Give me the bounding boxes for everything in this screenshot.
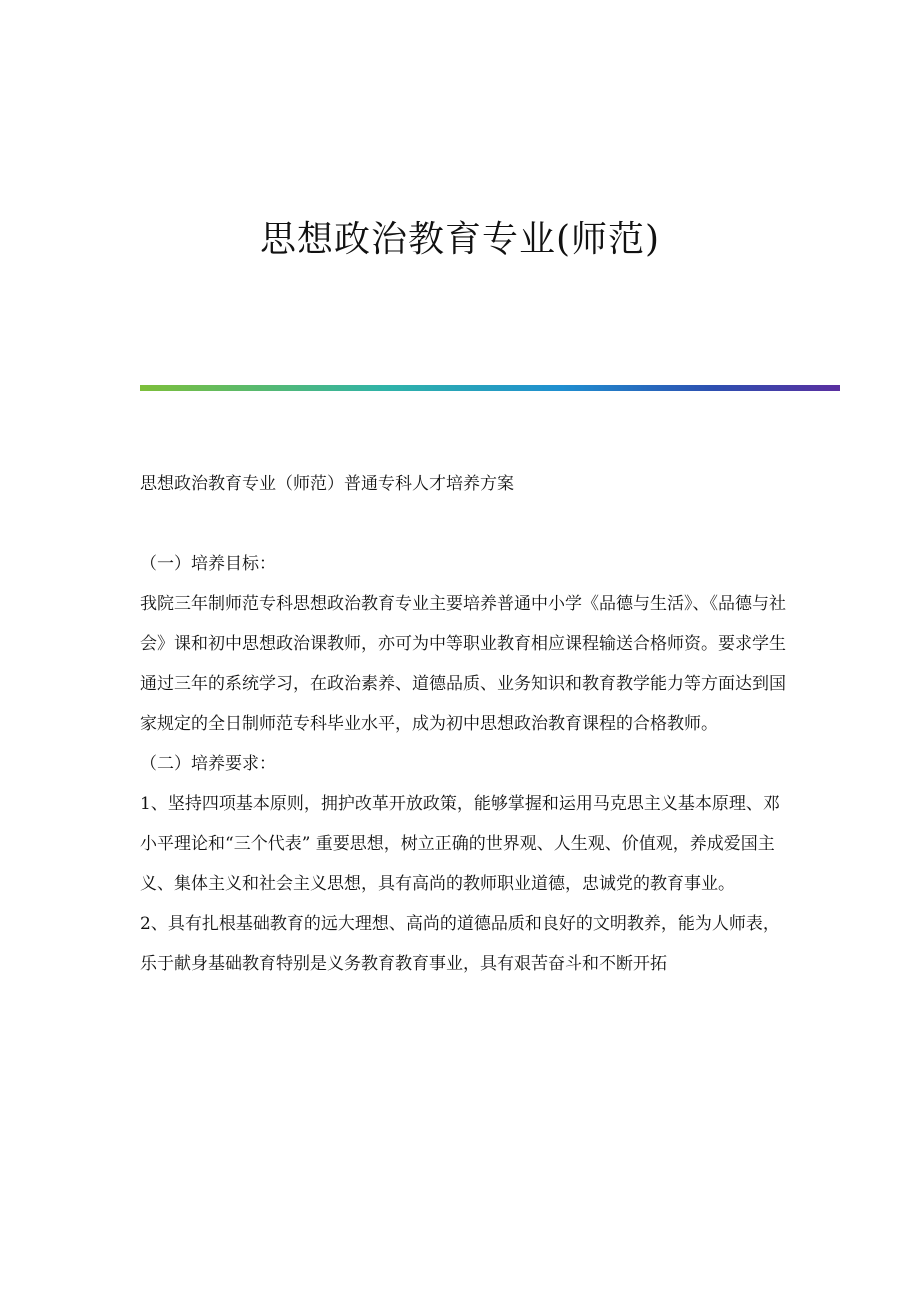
document-title: 思想政治教育专业(师范) bbox=[259, 219, 661, 260]
goal-heading: （一）培养目标： bbox=[140, 554, 276, 574]
document-body bbox=[140, 464, 790, 984]
requirement-item-2: 2、具有扎根基础教育的远大理想、高尚的道德品质和良好的文明教养，能为人师表，乐于献身基础教育特别是义务教育教育事业，具有艰苦奋斗和不断开拓 bbox=[140, 914, 780, 974]
goal-paragraph: 我院三年制师范专科思想政治教育专业主要培养普通中小学《品德与生活》、《品德与社会》课和初中思想政治课教师，亦可为中等职业教育相应课程输送合格师资。要求学生通过三年的系统学习，在政治素养、道德品质、业务知识和教育教学能力等方面达到国家规定的全日制师范专科毕业水平，成为初中思想政治教育课程的合格教师。 bbox=[140, 594, 786, 734]
title-divider bbox=[140, 385, 840, 391]
requirements-heading: （二）培养要求： bbox=[140, 754, 276, 774]
document-subtitle: 思想政治教育专业（师范）普通专科人才培养方案 bbox=[140, 474, 514, 494]
requirement-item-1: 1、坚持四项基本原则，拥护改革开放政策，能够掌握和运用马克思主义基本原理、邓小平理论和“三个代表” 重要思想，树立正确的世界观、人生观、价值观，养成爱国主义、集体主义和社会主义思想，具有高尚的教师职业道德，忠诚党的教育事业。 bbox=[140, 794, 780, 894]
